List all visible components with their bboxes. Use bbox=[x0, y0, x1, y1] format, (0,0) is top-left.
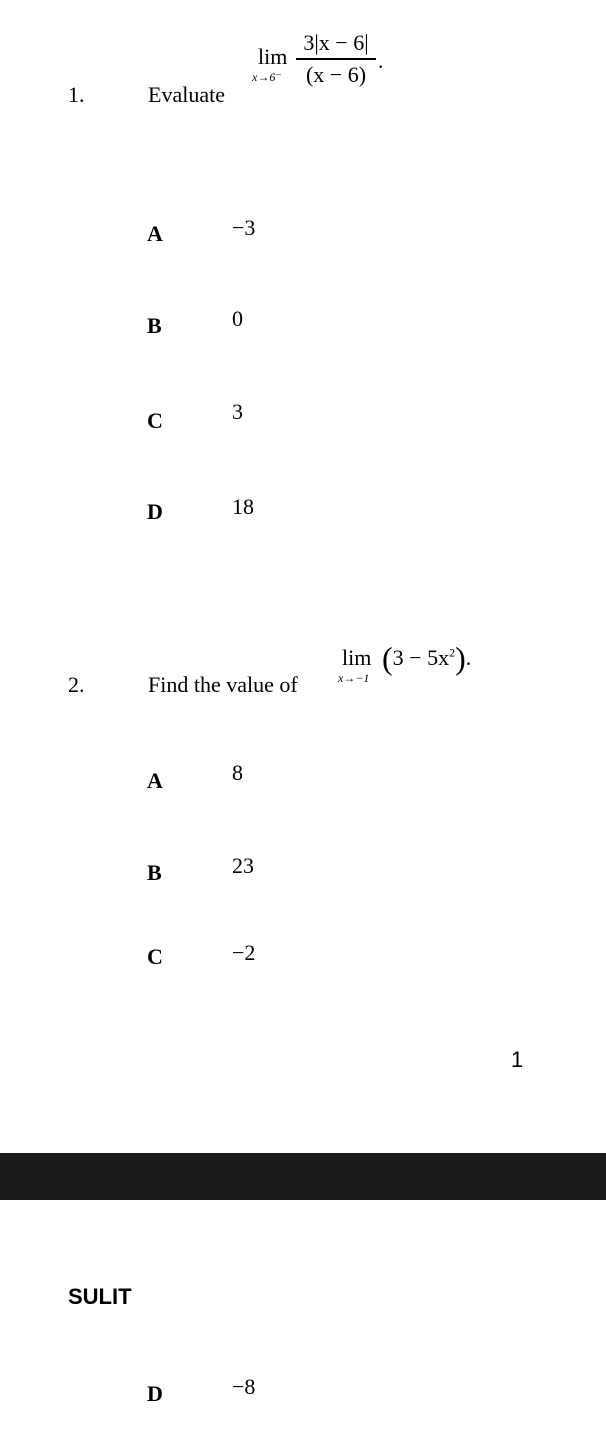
option-letter: A bbox=[147, 768, 163, 793]
option-letter: D bbox=[147, 499, 163, 524]
question-1-fraction bbox=[296, 30, 376, 88]
question-1-number: 1. bbox=[68, 82, 85, 107]
question-2-prompt: Find the value of bbox=[148, 672, 298, 697]
limit-subscript: x→−1 bbox=[338, 671, 370, 685]
page-separator bbox=[0, 1153, 606, 1200]
fraction-bar bbox=[296, 58, 376, 60]
option-letter: B bbox=[147, 313, 162, 338]
expression-inner: 3 − 5x bbox=[392, 645, 450, 670]
page-number: 1 bbox=[511, 1047, 524, 1072]
option-letter: C bbox=[147, 944, 163, 969]
question-2-number: 2. bbox=[68, 672, 85, 697]
limit-subscript: x→6⁻ bbox=[252, 70, 282, 84]
question-1-prompt: Evaluate bbox=[148, 82, 225, 107]
option-letter: A bbox=[147, 221, 163, 246]
option-value: −2 bbox=[232, 940, 256, 965]
option-value: 18 bbox=[232, 494, 254, 519]
question-1-period: . bbox=[378, 48, 384, 73]
option-value: −3 bbox=[232, 215, 256, 240]
question-2-period: . bbox=[465, 645, 472, 670]
question-2-expression: $(3 - 5x^2)$. bbox=[382, 640, 472, 676]
limit-word: lim bbox=[342, 645, 372, 670]
option-value: 3 bbox=[232, 399, 243, 424]
fraction-denominator: (x − 6) bbox=[305, 62, 367, 87]
option-letter: C bbox=[147, 408, 163, 433]
expression-exponent: 2 bbox=[449, 645, 456, 660]
limit-word: lim bbox=[258, 44, 288, 69]
classification-label: SULIT bbox=[68, 1284, 132, 1309]
option-value: 23 bbox=[232, 853, 254, 878]
option-value: −8 bbox=[232, 1374, 256, 1399]
option-value: 0 bbox=[232, 306, 243, 331]
option-letter: D bbox=[147, 1381, 163, 1406]
option-letter: B bbox=[147, 860, 162, 885]
option-value: 8 bbox=[232, 760, 243, 785]
fraction-numerator: 3|x − 6| bbox=[303, 30, 369, 55]
